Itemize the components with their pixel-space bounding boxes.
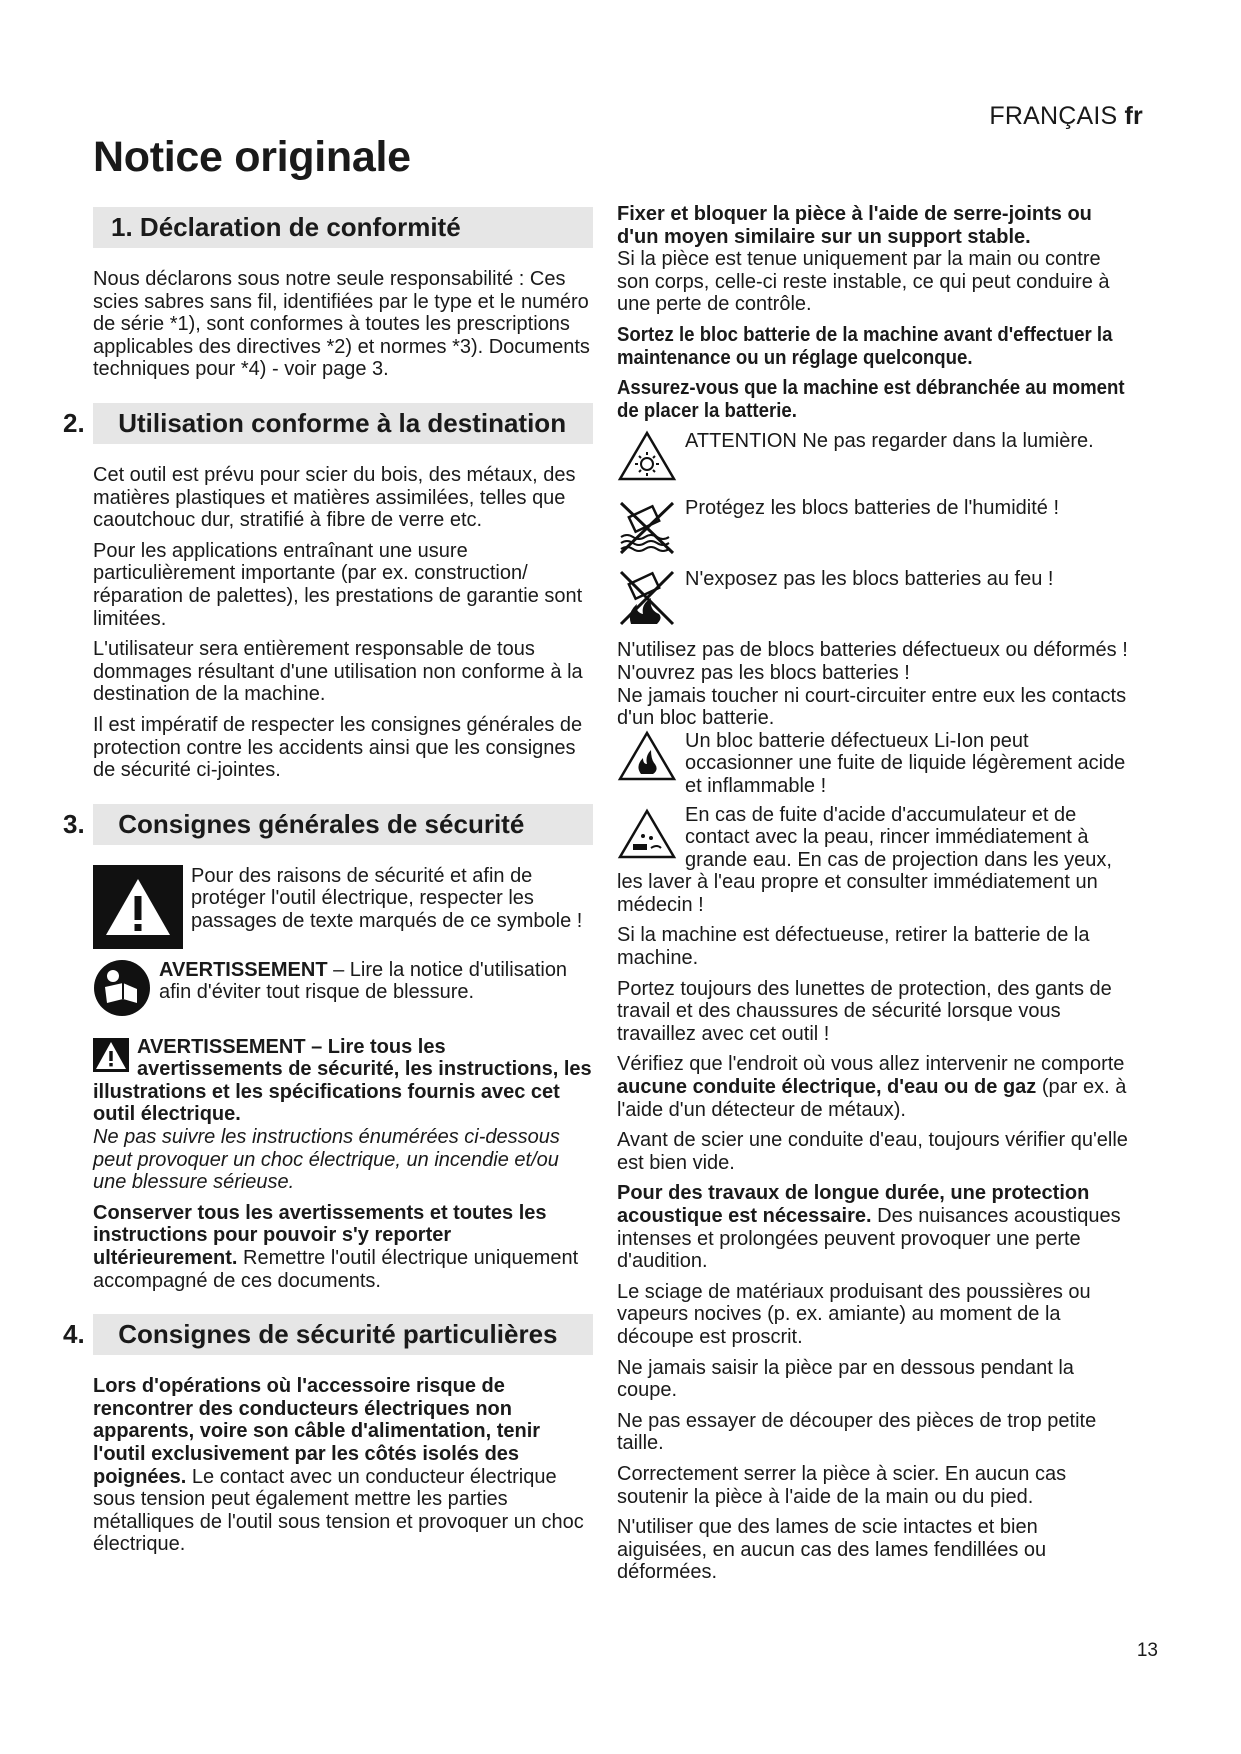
underneath-note: Ne jamais saisir la pièce par en dessous pendant la coupe. [617,1356,1074,1402]
switch-off-bold: Assurez-vous que la machine est débranchée au moment de placer la batterie. [617,377,1125,422]
section-title: Consignes de sécurité particulières [118,1319,558,1350]
clamp-bold: Fixer et bloquer la pièce à l'aide de serre-joints ou d'un moyen similaire sur un support stable. [617,203,1092,248]
light-hazard-icon [617,430,677,487]
check-cables-a: Vérifiez que l'endroit où vous allez intervenir ne comporte [617,1053,1125,1076]
general-warning-block [93,1036,593,1194]
section-4-heading: 4. Consignes de sécurité particulières [93,1314,593,1355]
section-4-bold: Lors d'opérations où l'accessoire risque de rencontrer des conducteurs électriques non apparents, voire son câble d'alimentation, tenir l'outil exclusivement par les côtés isolés des poignées. [93,1375,541,1488]
remove-battery-note [617,324,1132,369]
no-water-icon [617,497,677,560]
safety-symbol-text: Pour des raisons de sécurité et afin de protéger l'outil électrique, respecter les passages de texte marqués de ce symbole ! [191,864,583,932]
language-label [989,102,1143,131]
flammable-warning [617,730,1132,798]
section-2-heading: 2. Utilisation conforme à la destination [93,403,593,444]
defective-battery-note [617,639,1132,729]
water-pipe-note: Avant de scier une conduite d'eau, toujours vérifier qu'elle est bien vide. [617,1129,1128,1174]
remove-battery-defective: Si la machine est défectueuse, retirer la batterie de la machine. [617,924,1090,970]
fire-warning [617,568,1132,631]
page-number: 13 [1136,1640,1158,1661]
section-4-para-1 [93,1375,593,1556]
section-4-text: Le contact avec un conducteur électrique sous tension peut également mettre les parties métalliques de l'outil sous tension et provoquer un choc électrique. [93,1465,584,1556]
defective-battery-text: N'utilisez pas de blocs batteries défectueux ou déformés ! [617,639,1128,662]
light-warning [617,430,1132,487]
section-1-text: Nous déclarons sous notre seule responsabilité : Ces scies sabres sans fil, identifiées par le type et le numéro de série *1), sont conformes à toutes les prescriptions applicables des directives *2) et normes *3). Documents techniques pour *4) - voir page 3. [93,268,590,381]
acid-warning [617,804,1132,917]
section-2-para-1: Cet outil est prévu pour scier du bois, des métaux, des matières plastiques et matières assimilées, telles que caoutchouc dur, stratifié à fibre de verre etc. [93,463,576,532]
acid-text: En cas de fuite d'acide d'accumulateur et de contact avec la peau, rincer immédiatement à grande eau. En cas de projection dans les yeux, les laver à l'eau propre et consulter immédiatement un médecin ! [617,803,1112,916]
safety-symbol-note [93,865,593,949]
flammable-icon [617,730,677,787]
section-2-para-3: L'utilisateur sera entièrement responsable de tous dommages résultant d'une utilisation non conforme à la destination de la machine. [93,638,583,706]
dont-open-text: N'ouvrez pas les blocs batteries ! [617,661,910,684]
keep-instructions-bold: Conserver tous les avertissements et toutes les instructions pour pouvoir s'y reporter ultérieurement. [93,1201,547,1270]
warning-label: AVERTISSEMENT [159,958,328,981]
small-warning-icon [93,1038,129,1077]
switch-off-note [617,377,1132,422]
hearing-protection [617,1182,1132,1272]
general-warning-bold: AVERTISSEMENT – Lire tous les avertissements de sécurité, les instructions, les illustrations et les spécifications fournis avec cet outil électrique. [93,1035,592,1126]
dust-note: Le sciage de matériaux produisant des poussières ou vapeurs nocives (p. ex. amiante) au moment de la découpe est proscrit. [617,1280,1091,1348]
section-1-heading [93,207,593,248]
fire-warning-text: N'exposez pas les blocs batteries au feu ! [685,568,1054,591]
light-warning-text: ATTENTION Ne pas regarder dans la lumière. [685,430,1094,453]
section-2-para-4: Il est impératif de respecter les consignes générales de protection contre les accidents ainsi que les consignes de sécurité ci-jointes. [93,713,583,782]
humidity-warning [617,497,1132,560]
read-manual-warning [93,959,593,1022]
short-circuit-text: Ne jamais toucher ni court-circuiter entre eux les contacts d'un bloc batterie. [617,684,1127,730]
language-code: fr [1124,102,1143,130]
keep-instructions-text: Remettre l'outil électrique uniquement accompagné de ces documents. [93,1247,579,1292]
small-pieces-note: Ne pas essayer de découper des pièces de trop petite taille. [617,1409,1097,1455]
left-column [63,207,593,1564]
section-3-heading: 3. Consignes générales de sécurité [93,804,593,845]
check-cables-b: (par ex. à l'aide d'un détecteur de métaux). [617,1076,1127,1121]
clamp-text: Si la pièce est tenue uniquement par la main ou contre son corps, celle-ci reste instable, ce qui peut conduire à une perte de contrôle. [617,248,1110,316]
hearing-bold: Pour des travaux de longue durée, une protection acoustique est nécessaire. [617,1182,1090,1227]
clamp-workpiece [617,203,1132,316]
read-manual-icon [93,959,151,1022]
right-column [617,203,1132,1592]
check-cables [617,1053,1132,1121]
humidity-warning-text: Protégez les blocs batteries de l'humidité ! [685,497,1060,520]
section-title: Déclaration de conformité [139,212,461,242]
hearing-text: Des nuisances acoustiques intenses et prolongées peuvent provoquer une perte d'audition. [617,1205,1121,1273]
section-2-para-2: Pour les applications entraînant une usure particulièrement importante (par ex. construction/ réparation de palettes), les prestations de garantie sont limitées. [93,539,583,630]
corrosive-icon [617,808,677,865]
protective-equipment: Portez toujours des lunettes de protection, des gants de travail et des chaussures de sécurité lorsque vous travaillez avec cet outil ! [617,977,1112,1045]
read-manual-text [159,959,593,1004]
section-number: 1. [111,212,133,242]
warning-triangle-icon [93,865,183,949]
flammable-text: Un bloc batterie défectueux Li-Ion peut occasionner une fuite de liquide légèrement acide et inflammable ! [685,729,1126,797]
check-cables-bold: aucune conduite électrique, d'eau ou de gaz [617,1076,1037,1099]
language-name: FRANÇAIS [989,102,1118,130]
blades-note: N'utiliser que des lames de scie intactes et bien aiguisées, en aucun cas des lames fendillées ou déformées. [617,1516,1047,1584]
section-title: Utilisation conforme à la destination [118,407,567,438]
remove-battery-bold: Sortez le bloc batterie de la machine avant d'effectuer la maintenance ou un réglage quelconque. [617,323,1113,369]
page-title: Notice originale [93,133,411,181]
keep-instructions [93,1202,593,1292]
section-title: Consignes générales de sécurité [118,808,525,839]
no-fire-icon [617,568,677,631]
warning-text: – Lire la notice d'utilisation afin d'éviter tout risque de blessure. [159,958,568,1004]
general-warning-italic: Ne pas suivre les instructions énumérées ci-dessous peut provoquer un choc électrique, un incendie et/ou une blessure sérieuse. [93,1126,560,1194]
clamp-note: Correctement serrer la pièce à scier. En aucun cas soutenir la pièce à l'aide de la main ou du pied. [617,1462,1067,1508]
